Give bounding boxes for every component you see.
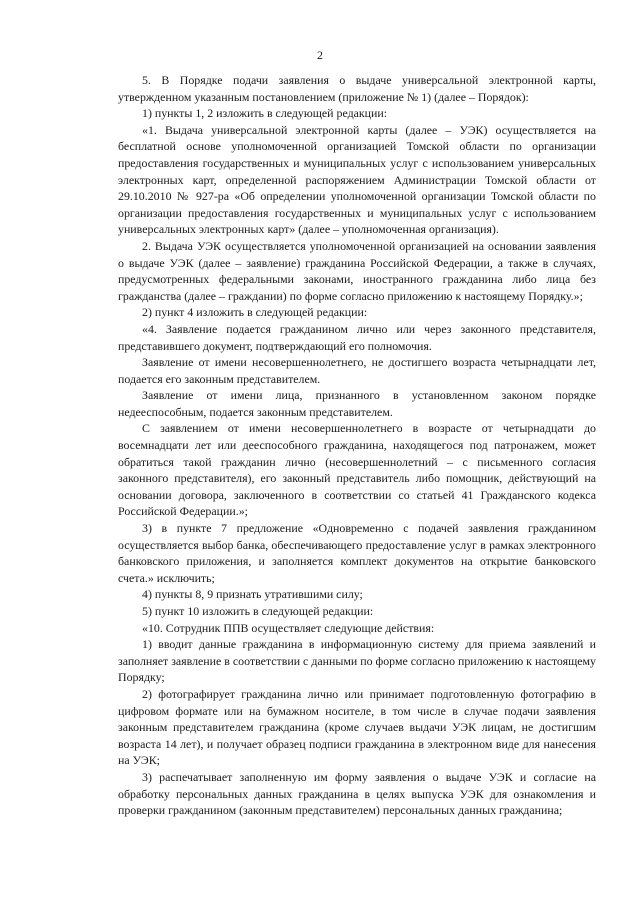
paragraph: 2) фотографирует гражданина лично или принимает подготовленную фотографию в цифровом формате или на бумажном носителе, в том числе в случае подачи заявления законным представителем гражданина (кроме случаев выдачи УЭК лицам, не достигшим возраста 14 лет), и получает образец подписи гражданина в электронном виде для нанесения на УЭК;: [118, 686, 596, 768]
paragraph: «4. Заявление подается гражданином лично или через законного представителя, представившего документ, подтверждающий его полномочия.: [118, 321, 596, 353]
paragraph: 4) пункты 8, 9 признать утратившими силу;: [142, 587, 363, 602]
paragraph: 1) пункты 1, 2 изложить в следующей редакции:: [142, 106, 388, 121]
paragraph: 2) пункт 4 изложить в следующей редакции:: [142, 305, 368, 320]
document-body: [118, 72, 596, 819]
paragraph: «1. Выдача универсальной электронной карты (далее – УЭК) осуществляется на бесплатной основе уполномоченной организацией Томской области по организации предоставления государственных и муниципальных услуг с использованием универсальных электронных карт, определенной распоряжением Администрации Томской области от 29.10.2010 № 927-ра «Об определении уполномоченной организации Томской области по организации предоставления государственных и муниципальных услуг с использованием универсальных электронных карт» (далее – уполномоченная организация).: [118, 122, 596, 237]
paragraph: 5) пункт 10 изложить в следующей редакции:: [142, 604, 374, 618]
paragraph: Заявление от имени несовершеннолетнего, не достигшего возраста четырнадцати лет, подается его законным представителем.: [118, 355, 596, 386]
paragraph: С заявлением от имени несовершеннолетнего в возрасте от четырнадцати до восемнадцати лет или дееспособного гражданина, находящегося под патронажем, может обратиться такой гражданин лично (несовершеннолетний – с письменного согласия законного представителя), его законный представитель либо помощник, действующий на основании договора, заключенного в соответствии со статьей 41 Гражданского кодекса Российской Федерации.»;: [118, 421, 596, 519]
paragraph: Заявление от имени лица, признанного в установленном законом порядке недееспособным, подается законным представителем.: [118, 388, 596, 419]
paragraph: 2. Выдача УЭК осуществляется уполномоченной организацией на основании заявления о выдаче УЭК (далее – заявление) гражданина Российской Федерации, а также в случаях, предусмотренных федеральными законами, иностранного гражданина либо лица без гражданства (далее – граждании) по форме согласно приложению к настоящему Порядку.»;: [118, 238, 596, 303]
paragraph: 5. В Порядке подачи заявления о выдаче универсальной электронной карты, утвержденном указанным постановлением (приложение № 1) (далее – Порядок):: [118, 73, 596, 104]
paragraph: 1) вводит данные гражданина в информационную систему для приема заявлений и заполняет заявление в соответствии с данными по форме согласно приложению к настоящему Порядку;: [118, 637, 596, 685]
paragraph: «10. Сотрудник ППВ осуществляет следующие действия:: [142, 620, 435, 635]
paragraph: 3) распечатывает заполненную им форму заявления о выдаче УЭК и согласие на обработку персональных данных гражданина в целях выпуска УЭК для ознакомления и проверки гражданином (законным представителем) персональных данных гражданина;: [118, 769, 596, 818]
page-number: 2: [317, 48, 323, 62]
paragraph: 3) в пункте 7 предложение «Одновременно с подачей заявления гражданином осуществляется выбор банка, обеспечивающего предоставление услуг в рамках электронного банковского приложения, и заполняется комплект документов на открытие банковского счета.» исключить;: [118, 521, 596, 585]
